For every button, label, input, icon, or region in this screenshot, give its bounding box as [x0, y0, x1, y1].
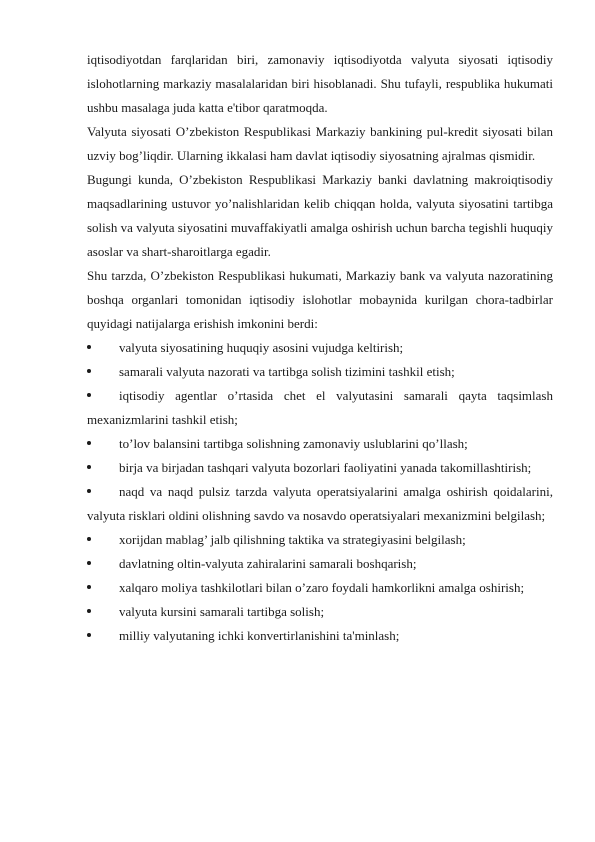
bullet-item: [87, 432, 553, 456]
bullet-icon: [87, 633, 91, 637]
bullet-text: iqtisodiy agentlar o’rtasida chet el valyutasini samarali qayta taqsimlash mexanizmlarini tashkil etish;: [87, 388, 553, 427]
bullet-item: [87, 624, 553, 648]
bullet-icon: [87, 345, 91, 349]
bullet-text: xalqaro moliya tashkilotlari bilan o’zaro foydali hamkorlikni amalga oshirish;: [119, 580, 525, 595]
bullet-icon: [87, 441, 91, 445]
bullet-icon: [87, 489, 91, 493]
bullet-text: milliy valyutaning ichki konvertirlanishini ta'minlash;: [119, 628, 400, 643]
bullet-text: samarali valyuta nazorati va tartibga solish tizimini tashkil etish;: [119, 364, 455, 379]
bullet-icon: [87, 369, 91, 373]
bullet-icon: [87, 585, 91, 589]
bullet-icon: [87, 537, 91, 541]
bullet-text: xorijdan mablag’ jalb qilishning taktika va strategiyasini belgilash;: [119, 532, 466, 547]
bullet-item: [87, 456, 553, 480]
bullet-item: [87, 600, 553, 624]
bullet-text: davlatning oltin-valyuta zahiralarini samarali boshqarish;: [119, 556, 417, 571]
bullet-text: birja va birjadan tashqari valyuta bozorlari faoliyatini yanada takomillashtirish;: [119, 460, 532, 475]
bullet-icon: [87, 393, 91, 397]
bullet-icon: [87, 561, 91, 565]
bullet-text: valyuta siyosatining huquqiy asosini vujudga keltirish;: [119, 340, 404, 355]
bullet-item: [87, 480, 553, 528]
paragraph-4: Shu tarzda, O’zbekiston Respublikasi hukumati, Markaziy bank va valyuta nazoratining boshqa organlari tomonidan iqtisodiy islohotlar mobaynida kurilgan chora-tadbirlar quyidagi natijalarga erishish imkonini berdi:: [87, 268, 553, 331]
bullet-item: [87, 528, 553, 552]
bullet-text: naqd va naqd pulsiz tarzda valyuta operatsiyalarini amalga oshirish qoidalarini, valyuta risklari oldini olishning savdo va nosavdo operatsiyalari mexanizmini belgilash;: [87, 484, 553, 523]
bullet-icon: [87, 609, 91, 613]
bullet-item: [87, 384, 553, 432]
paragraph-3: Bugungi kunda, O’zbekiston Respublikasi Markaziy banki davlatning makroiqtisodiy maqsadlarining ustuvor yo’nalishlaridan kelib chiqqan holda, valyuta siyosatini tartibga solish va valyuta siyosatini muvaffakiyatli amalga oshirish uchun barcha tegishli huquqiy asoslar va shart-sharoitlarga egadir.: [87, 172, 553, 259]
bullet-item: [87, 576, 553, 600]
paragraph-2: Valyuta siyosati O’zbekiston Respublikasi Markaziy bankining pul-kredit siyosati bilan uzviy bog’liqdir. Ularning ikkalasi ham davlat iqtisodiy siyosatning ajralmas qismidir.: [87, 124, 553, 163]
document-page: [87, 48, 553, 648]
bullet-item: [87, 360, 553, 384]
bullet-icon: [87, 465, 91, 469]
paragraph-1: iqtisodiyotdan farqlaridan biri, zamonaviy iqtisodiyotda valyuta siyosati iqtisodiy islohotlarning markaziy masalalaridan biri hisoblanadi. Shu tufayli, respublika hukumati ushbu masalaga juda katta e'tibor qaratmoqda.: [87, 52, 553, 115]
bullet-list: [87, 336, 553, 648]
bullet-text: to’lov balansini tartibga solishning zamonaviy uslublarini qo’llash;: [119, 436, 468, 451]
bullet-item: [87, 336, 553, 360]
bullet-text: valyuta kursini samarali tartibga solish;: [119, 604, 325, 619]
bullet-item: [87, 552, 553, 576]
